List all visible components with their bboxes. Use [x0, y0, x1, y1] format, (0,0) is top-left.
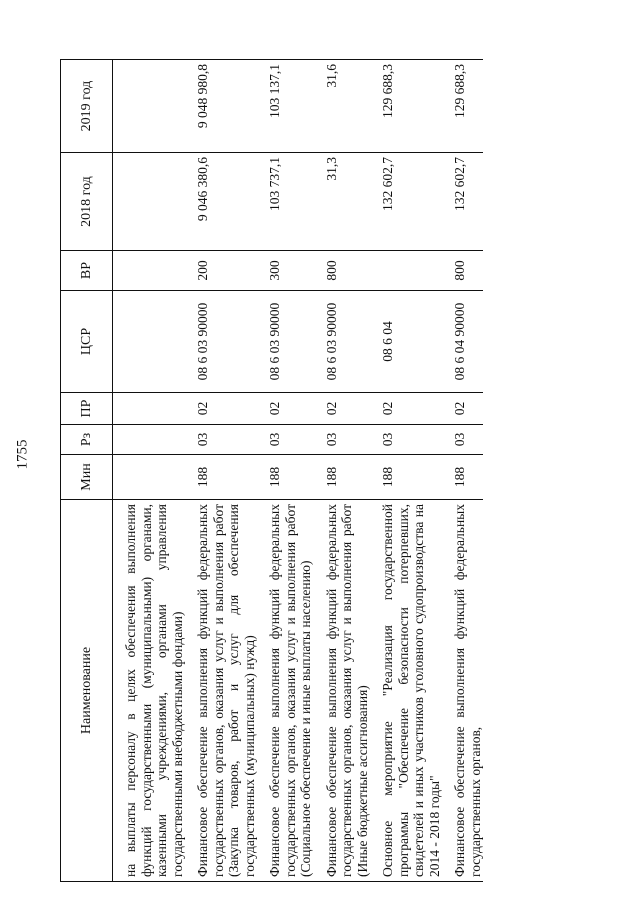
table-spacer-row: [257, 60, 267, 882]
table-row: [380, 60, 442, 882]
row-name: Финансовое обеспечение выполнения функций федеральных государственных органов, оказания услуг и выполнения работ (Закупка товаров, работ и услуг для обеспечения государственных (муниципальных) нужд): [195, 500, 257, 882]
row-csr: 08 6 03 90000: [324, 291, 371, 393]
row-name: Основное мероприятие "Реализация государственной программы "Обеспечение безопасности потерпевших, свидетелей и иных участников уголовного судопроизводства на 2014 - 2018 годы": [380, 500, 442, 882]
row-name: на выплаты персоналу в целях обеспечения выполнения функций государственными (муниципальными) органами, казенными учреждениями, органами управления государственными внебюджетными фондами): [123, 500, 185, 882]
row-vr: 800: [452, 251, 483, 291]
table-row: [452, 60, 483, 882]
row-min: 188: [195, 455, 257, 500]
row-name: Финансовое обеспечение выполнения функций федеральных государственных органов,: [452, 500, 483, 882]
header-rz: Рз: [61, 425, 113, 455]
table-spacer-row: [113, 60, 124, 882]
header-csr: ЦСР: [61, 291, 113, 393]
row-2018: 132 602,7: [380, 153, 442, 251]
row-2018: 31,3: [324, 153, 371, 251]
table-row: [324, 60, 371, 882]
row-csr: 08 6 04 90000: [452, 291, 483, 393]
row-2019: 129 688,3: [452, 60, 483, 153]
table-spacer-row: [370, 60, 380, 882]
table-header-row: [61, 60, 113, 882]
budget-table: [60, 59, 483, 882]
row-vr: [123, 251, 185, 291]
table-spacer-row: [442, 60, 452, 882]
row-pr: 02: [267, 393, 314, 425]
table-spacer-row: [314, 60, 324, 882]
row-name: Финансовое обеспечение выполнения функций федеральных государственных органов, оказания услуг и выполнения работ (Иные бюджетные ассигнования): [324, 500, 371, 882]
row-csr: 08 6 04: [380, 291, 442, 393]
row-rz: 03: [195, 425, 257, 455]
header-min: Мин: [61, 455, 113, 500]
row-2018: 103 737,1: [267, 153, 314, 251]
row-2018: [123, 153, 185, 251]
header-2018: 2018 год: [61, 153, 113, 251]
row-name: Финансовое обеспечение выполнения функций федеральных государственных органов, оказания услуг и выполнения работ (Социальное обеспечение и иные выплаты населению): [267, 500, 314, 882]
row-rz: 03: [452, 425, 483, 455]
row-2018: 132 602,7: [452, 153, 483, 251]
row-min: 188: [380, 455, 442, 500]
row-rz: 03: [267, 425, 314, 455]
row-rz: 03: [380, 425, 442, 455]
header-2019: 2019 год: [61, 60, 113, 153]
table-spacer-row: [185, 60, 195, 882]
header-pr: ПР: [61, 393, 113, 425]
row-min: 188: [324, 455, 371, 500]
row-pr: 02: [452, 393, 483, 425]
row-csr: 08 6 03 90000: [267, 291, 314, 393]
row-vr: [380, 251, 442, 291]
row-csr: [123, 291, 185, 393]
row-rz: 03: [324, 425, 371, 455]
row-min: [123, 455, 185, 500]
rotated-table-page: [60, 60, 610, 882]
row-2018: 9 046 380,6: [195, 153, 257, 251]
row-min: 188: [452, 455, 483, 500]
row-vr: 800: [324, 251, 371, 291]
row-2019: 103 137,1: [267, 60, 314, 153]
row-2019: 129 688,3: [380, 60, 442, 153]
table-row: [123, 60, 185, 882]
row-pr: 02: [324, 393, 371, 425]
row-2019: [123, 60, 185, 153]
table-row: [267, 60, 314, 882]
row-pr: [123, 393, 185, 425]
table-row: [195, 60, 257, 882]
header-name: Наименование: [61, 500, 113, 882]
row-vr: 300: [267, 251, 314, 291]
row-vr: 200: [195, 251, 257, 291]
row-2019: 9 048 980,8: [195, 60, 257, 153]
row-2019: 31,6: [324, 60, 371, 153]
row-pr: 02: [380, 393, 442, 425]
page-number: 1755: [14, 439, 31, 469]
row-rz: [123, 425, 185, 455]
row-pr: 02: [195, 393, 257, 425]
row-csr: 08 6 03 90000: [195, 291, 257, 393]
header-vr: ВР: [61, 251, 113, 291]
row-min: 188: [267, 455, 314, 500]
